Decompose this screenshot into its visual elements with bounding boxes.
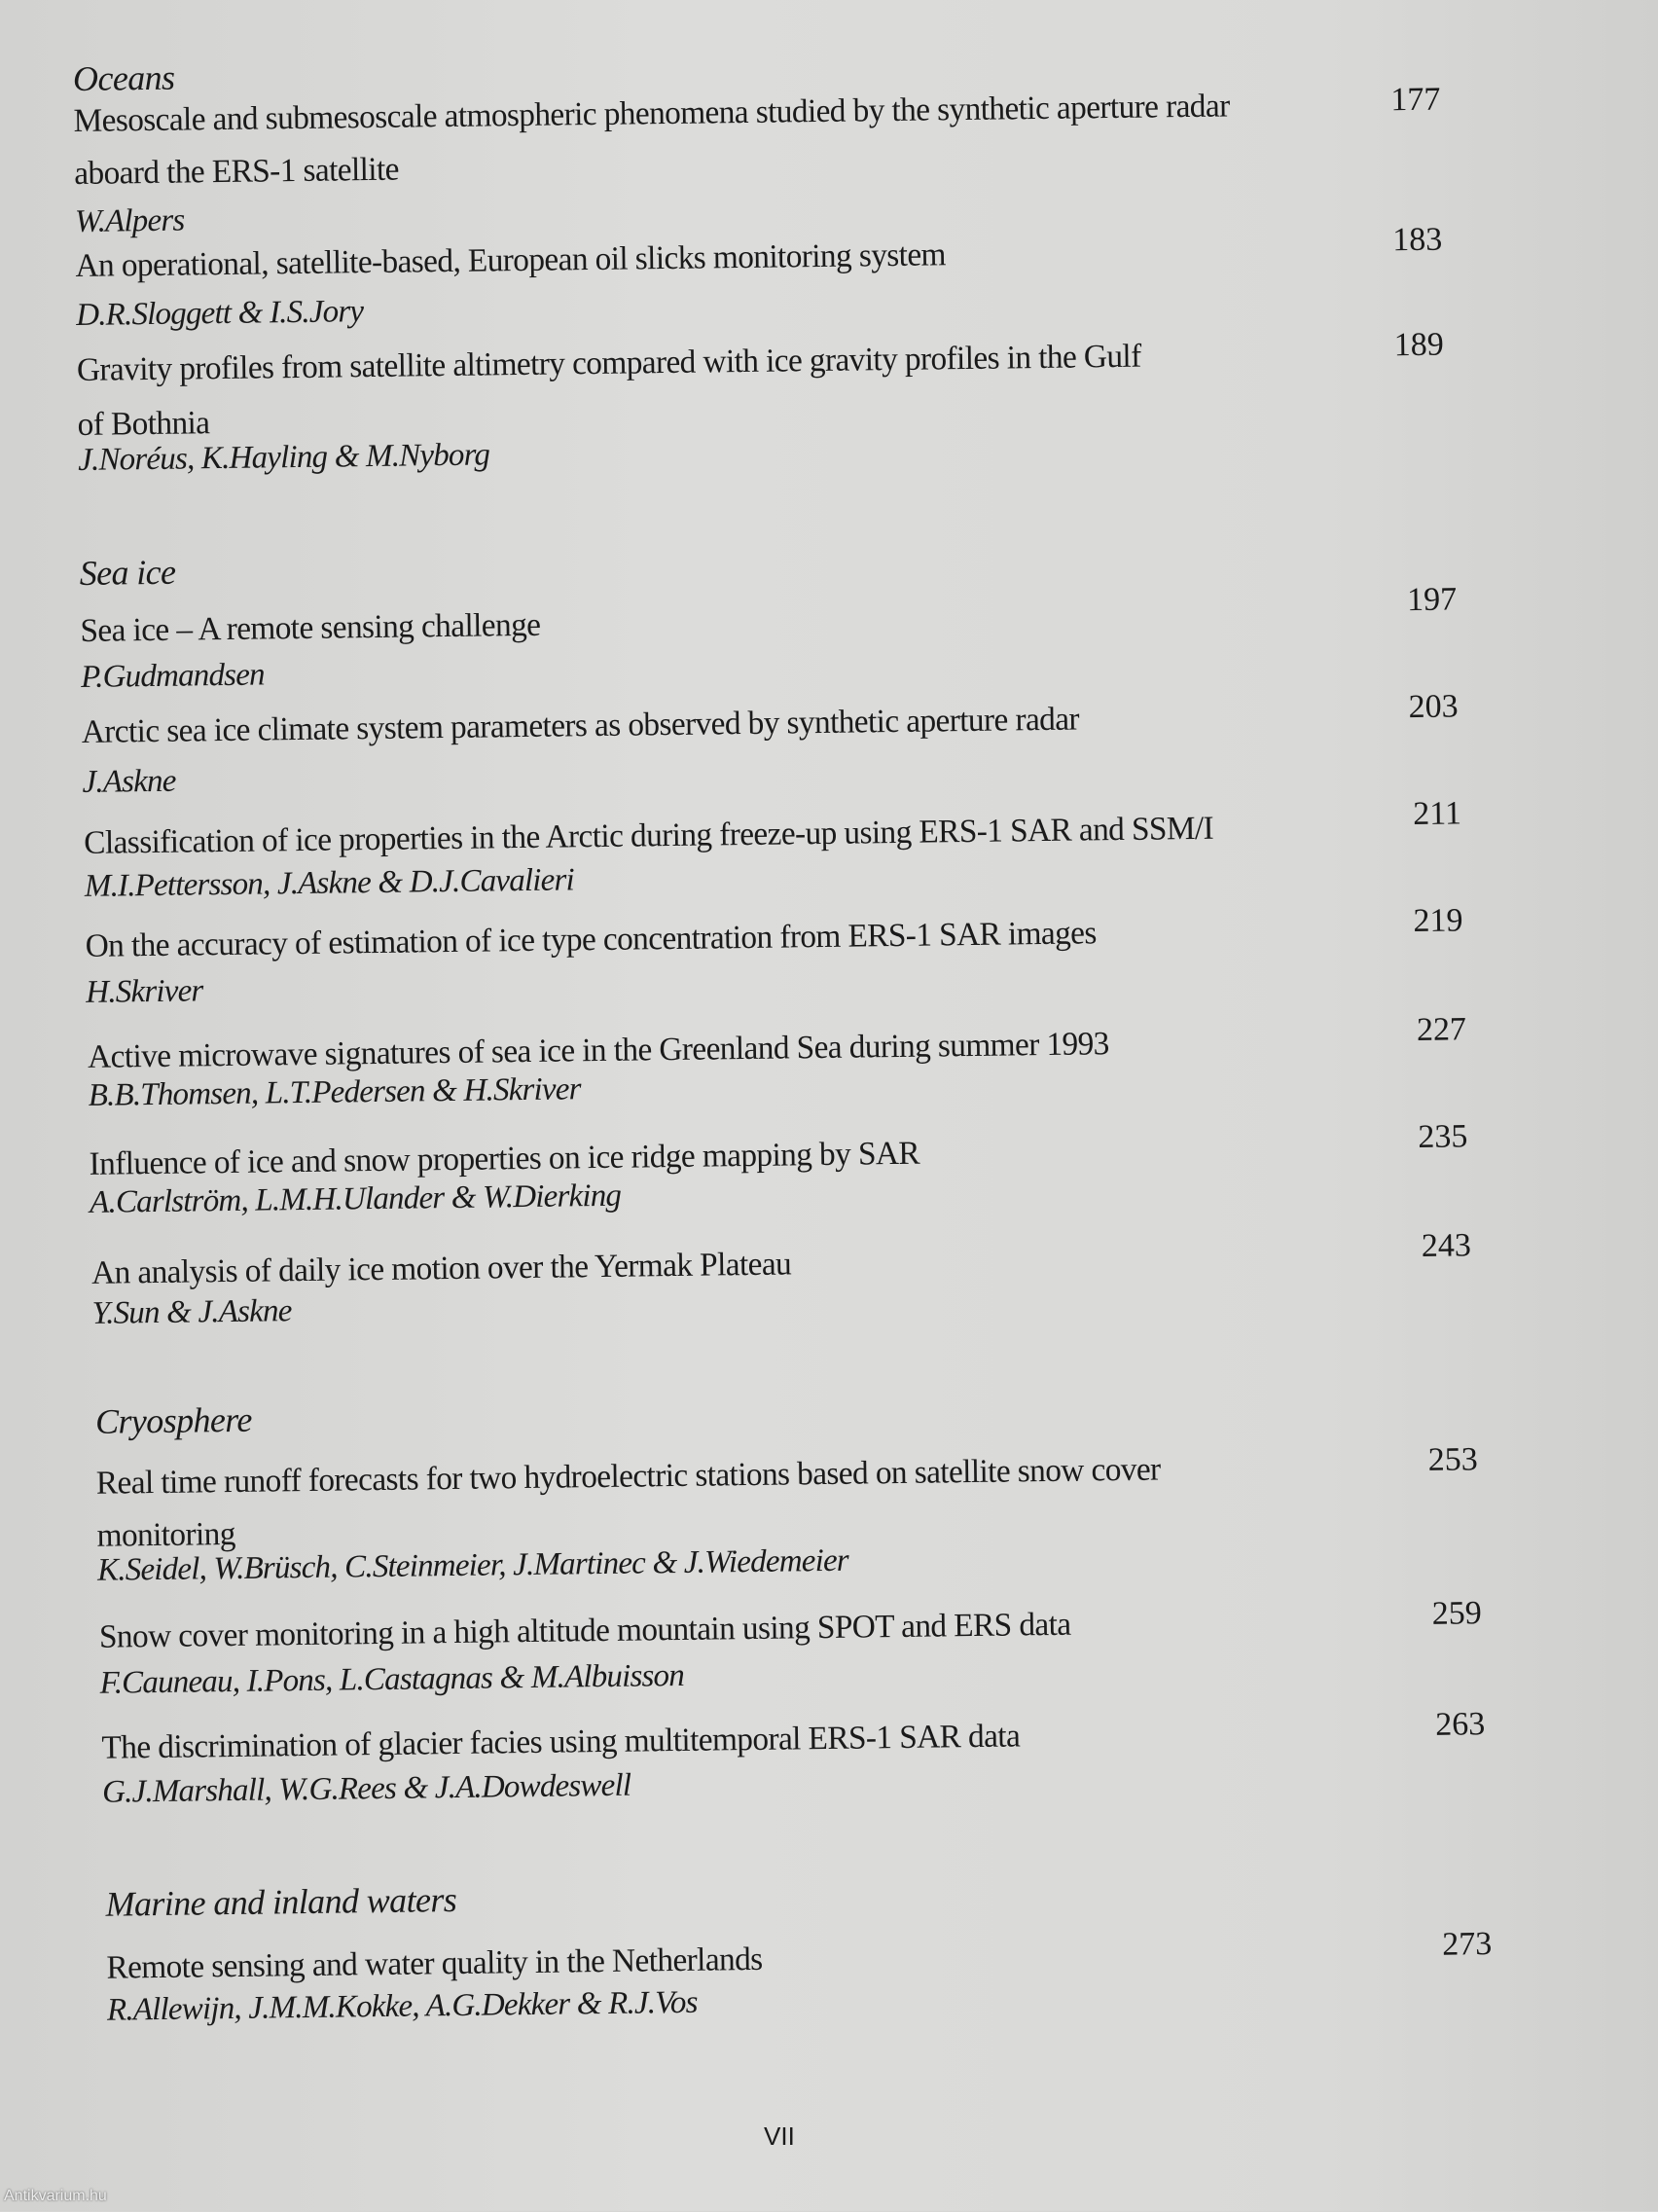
entry-title: Mesoscale and submesoscale atmospheric phenomena studied by the synthetic aperture radar — [73, 88, 1230, 139]
section-heading-marine-and-inland-waters: Marine and inland waters — [105, 1880, 457, 1924]
entry-page-number: 183 — [1392, 221, 1443, 259]
entry-title: Snow cover monitoring in a high altitude mountain using SPOT and ERS data — [98, 1606, 1071, 1655]
entry-title-continued: aboard the ERS-1 satellite — [74, 151, 400, 192]
entry-title: Arctic sea ice climate system parameters as observed by synthetic aperture radar — [81, 701, 1080, 750]
entry-title: On the accuracy of estimation of ice type concentration from ERS-1 SAR images — [85, 915, 1098, 964]
entry-title: Sea ice – A remote sensing challenge — [80, 606, 541, 649]
entry-authors: B.B.Thomsen, L.T.Pedersen & H.Skriver — [88, 1071, 581, 1113]
entry-page-number: 211 — [1413, 795, 1462, 833]
entry-title-continued: of Bothnia — [77, 405, 210, 443]
entry-authors: K.Seidel, W.Brüsch, C.Steinmeier, J.Martinec & J.Wiedemeier — [96, 1542, 849, 1588]
entry-page-number: 189 — [1393, 326, 1444, 364]
entry-authors: G.J.Marshall, W.G.Rees & J.A.Dowdeswell — [101, 1767, 631, 1810]
entry-page-number: 253 — [1427, 1441, 1478, 1478]
watermark: Antikvarium.hu — [4, 2188, 107, 2204]
entry-title-continued: monitoring — [96, 1515, 236, 1554]
entry-page-number: 219 — [1413, 902, 1463, 940]
entry-page-number: 197 — [1406, 581, 1458, 619]
entry-page-number: 203 — [1408, 688, 1459, 726]
entry-title: An analysis of daily ice motion over the Yermak Plateau — [90, 1246, 792, 1291]
entry-authors: P.Gudmandsen — [80, 657, 266, 695]
entry-authors: W.Alpers — [74, 202, 185, 239]
entry-page-number: 259 — [1431, 1595, 1483, 1632]
section-heading-cryosphere: Cryosphere — [94, 1399, 252, 1441]
entry-page-number: 263 — [1435, 1706, 1486, 1743]
entry-page-number: 273 — [1441, 1926, 1493, 1963]
entry-page-number: 243 — [1421, 1227, 1472, 1264]
section-heading-oceans: Oceans — [72, 57, 175, 98]
entry-authors: D.R.Sloggett & I.S.Jory — [75, 294, 364, 333]
entry-title: Gravity profiles from satellite altimetry compared with ice gravity profiles in the Gulf — [76, 338, 1141, 388]
entry-page-number: 227 — [1416, 1011, 1467, 1049]
entry-authors: R.Allewijn, J.M.M.Kokke, A.G.Dekker & R.J.Vos — [106, 1984, 698, 2028]
page-folio: VII — [764, 2121, 795, 2151]
entry-authors: J.Noréus, K.Hayling & M.Nyborg — [77, 437, 490, 478]
entry-title: Active microwave signatures of sea ice in the Greenland Sea during summer 1993 — [87, 1026, 1109, 1075]
entry-title: Real time runoff forecasts for two hydroelectric stations based on satellite snow cover — [95, 1451, 1161, 1502]
entry-title: The discrimination of glacier facies using multitemporal ERS-1 SAR data — [101, 1718, 1021, 1766]
entry-page-number: 235 — [1418, 1118, 1468, 1155]
entry-authors: J.Askne — [82, 763, 176, 800]
entry-title: Influence of ice and snow properties on ice ridge mapping by SAR — [89, 1135, 920, 1182]
entry-authors: M.I.Pettersson, J.Askne & D.J.Cavalieri — [84, 862, 575, 904]
entry-authors: H.Skriver — [86, 973, 203, 1010]
entry-title: An operational, satellite-based, European oil slicks monitoring system — [75, 236, 947, 284]
entry-title: Remote sensing and water quality in the Netherlands — [106, 1940, 763, 1986]
entry-authors: F.Cauneau, I.Pons, L.Castagnas & M.Albuisson — [99, 1657, 685, 1701]
entry-authors: Y.Sun & J.Askne — [91, 1293, 292, 1331]
entry-page-number: 177 — [1390, 81, 1441, 119]
entry-authors: A.Carlström, L.M.H.Ulander & W.Dierking — [89, 1178, 622, 1220]
section-heading-sea-ice: Sea ice — [79, 552, 176, 593]
entry-title: Classification of ice properties in the Arctic during freeze-up using ERS-1 SAR and SSM/I — [84, 810, 1214, 861]
